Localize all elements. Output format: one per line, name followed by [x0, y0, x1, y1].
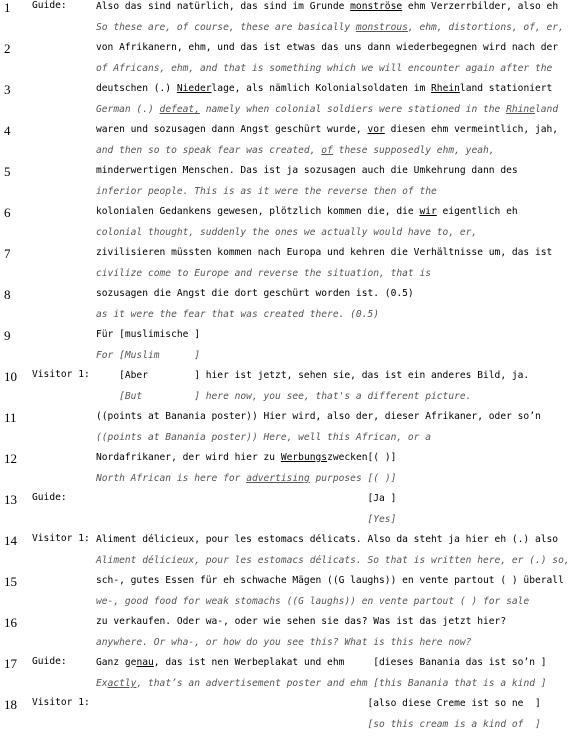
transcript-line — [0, 410, 541, 451]
translation-utterance: So these are, of course, these are basically monstrous, ehm, distortions, of, er, — [96, 22, 564, 33]
transcript-line — [0, 0, 564, 41]
transcript-line — [0, 533, 570, 574]
line-number: 13 — [4, 492, 17, 507]
line-number: 4 — [4, 123, 11, 138]
translation-utterance: Exactly, that’s an advertisement poster and ehm [this Banania that is a kind ] — [96, 678, 547, 689]
speaker-label: Visitor 1: — [32, 697, 90, 708]
translation-utterance: anywhere. Or wha-, or how do you see this? What is this here now? — [96, 637, 472, 648]
original-utterance: ((points at Banania poster)) Hier wird, also der, dieser Afrikaner, oder so’n — [96, 411, 541, 422]
translation-utterance: civilize come to Europe and reverse the situation, that is — [96, 268, 432, 279]
translation-utterance: [so this cream is a kind of ] — [96, 719, 541, 730]
line-number: 5 — [4, 164, 11, 179]
translation-utterance: [But ] here now, you see, that's a different picture. — [96, 391, 472, 402]
translation-utterance: North African is here for advertising purposes [( )] — [96, 473, 397, 484]
speaker-label: Visitor 1: — [32, 533, 90, 544]
transcript-line — [0, 492, 534, 533]
transcript-line — [0, 164, 534, 205]
translation-utterance: [Yes] — [96, 514, 397, 525]
translation-utterance: ((points at Banania poster)) Here, well this African, or a — [96, 432, 432, 443]
speaker-label: Guide: — [32, 492, 67, 503]
transcript-line — [0, 451, 534, 492]
original-utterance: Aliment délicieux, pour les estomacs délicats. Also da steht ja hier eh (.) also — [96, 534, 559, 545]
translation-utterance: colonial thought, suddenly the ones we actually would have to, er, — [96, 227, 478, 238]
original-utterance: kolonialen Gedankens gewesen, plötzlich kommen die, die wir eigentlich eh — [96, 206, 518, 217]
transcript-line — [0, 697, 541, 738]
original-utterance: deutschen (.) Niederlage, als nämlich Kolonialsoldaten im Rheinland stationiert — [96, 83, 553, 94]
transcript-line — [0, 328, 534, 369]
original-utterance: sch-, gutes Essen für eh schwache Mägen ((G laughs)) en vente partout ( ) überall — [96, 575, 564, 586]
transcript-line — [0, 82, 559, 123]
translation-utterance: we-, good food for weak stomachs ((G laughs)) en vente partout ( ) for sale — [96, 596, 530, 607]
translation-utterance: of Africans, ehm, and that is something which we will encounter again after the — [96, 63, 553, 74]
translation-utterance: and then so to speak fear was created, of these supposedly ehm, yeah, — [96, 145, 495, 156]
line-number: 17 — [4, 656, 17, 671]
line-number: 16 — [4, 615, 17, 630]
original-utterance: Für [muslimische ] — [96, 329, 200, 340]
original-utterance: Ganz genau, das ist nen Werbeplakat und ehm [dieses Banania das ist so’n ] — [96, 657, 547, 668]
translation-utterance: Aliment délicieux, pour les estomacs délicats. So that is written here, er (.) so, — [96, 555, 570, 566]
translation-utterance: German (.) defeat, namely when colonial soldiers were stationed in the Rhineland — [96, 104, 559, 115]
transcript-line — [0, 205, 534, 246]
transcript-line — [0, 287, 534, 328]
original-utterance: [Aber ] hier ist jetzt, sehen sie, das ist ein anderes Bild, ja. — [96, 370, 530, 381]
original-utterance: waren und sozusagen dann Angst geschürt wurde, vor diesen ehm vermeintlich, jah, — [96, 124, 559, 135]
original-utterance: zivilisieren müssten kommen nach Europa und kehren die Verhältnisse um, das ist — [96, 247, 553, 258]
original-utterance: [Ja ] — [96, 493, 397, 504]
transcript-line — [0, 369, 534, 410]
translation-utterance: For [Muslim ] — [96, 350, 200, 361]
translation-utterance: inferior people. This is as it were the reverse then of the — [96, 186, 437, 197]
line-number: 2 — [4, 41, 11, 56]
original-utterance: sozusagen die Angst die dort geschürt worden ist. (0.5) — [96, 288, 414, 299]
original-utterance: [also diese Creme ist so ne ] — [96, 698, 541, 709]
line-number: 3 — [4, 82, 11, 97]
line-number: 7 — [4, 246, 11, 261]
line-number: 1 — [4, 0, 11, 15]
translation-utterance: as it were the fear that was created there. (0.5) — [96, 309, 380, 320]
transcript-line — [0, 656, 547, 697]
line-number: 12 — [4, 451, 17, 466]
line-number: 8 — [4, 287, 11, 302]
transcript-line — [0, 574, 564, 615]
line-number: 6 — [4, 205, 11, 220]
original-utterance: Nordafrikaner, der wird hier zu Werbungszwecken[( )] — [96, 452, 397, 463]
line-number: 15 — [4, 574, 17, 589]
line-number: 18 — [4, 697, 17, 712]
transcript-line — [0, 123, 559, 164]
transcript-line — [0, 615, 534, 656]
speaker-label: Guide: — [32, 0, 67, 11]
line-number: 11 — [4, 410, 17, 425]
transcript-line — [0, 41, 559, 82]
line-number: 10 — [4, 369, 17, 384]
original-utterance: minderwertigen Menschen. Das ist ja sozusagen auch die Umkehrung dann des — [96, 165, 518, 176]
original-utterance: zu verkaufen. Oder wa-, oder wie sehen sie das? Was ist das jetzt hier? — [96, 616, 507, 627]
original-utterance: Also das sind natürlich, das sind im Grunde monströse ehm Verzerrbilder, also eh — [96, 1, 559, 12]
speaker-label: Guide: — [32, 656, 67, 667]
original-utterance: von Afrikanern, ehm, und das ist etwas das uns dann wiederbegegnen wird nach der — [96, 42, 559, 53]
line-number: 9 — [4, 328, 11, 343]
speaker-label: Visitor 1: — [32, 369, 90, 380]
line-number: 14 — [4, 533, 17, 548]
transcript-line — [0, 246, 553, 287]
